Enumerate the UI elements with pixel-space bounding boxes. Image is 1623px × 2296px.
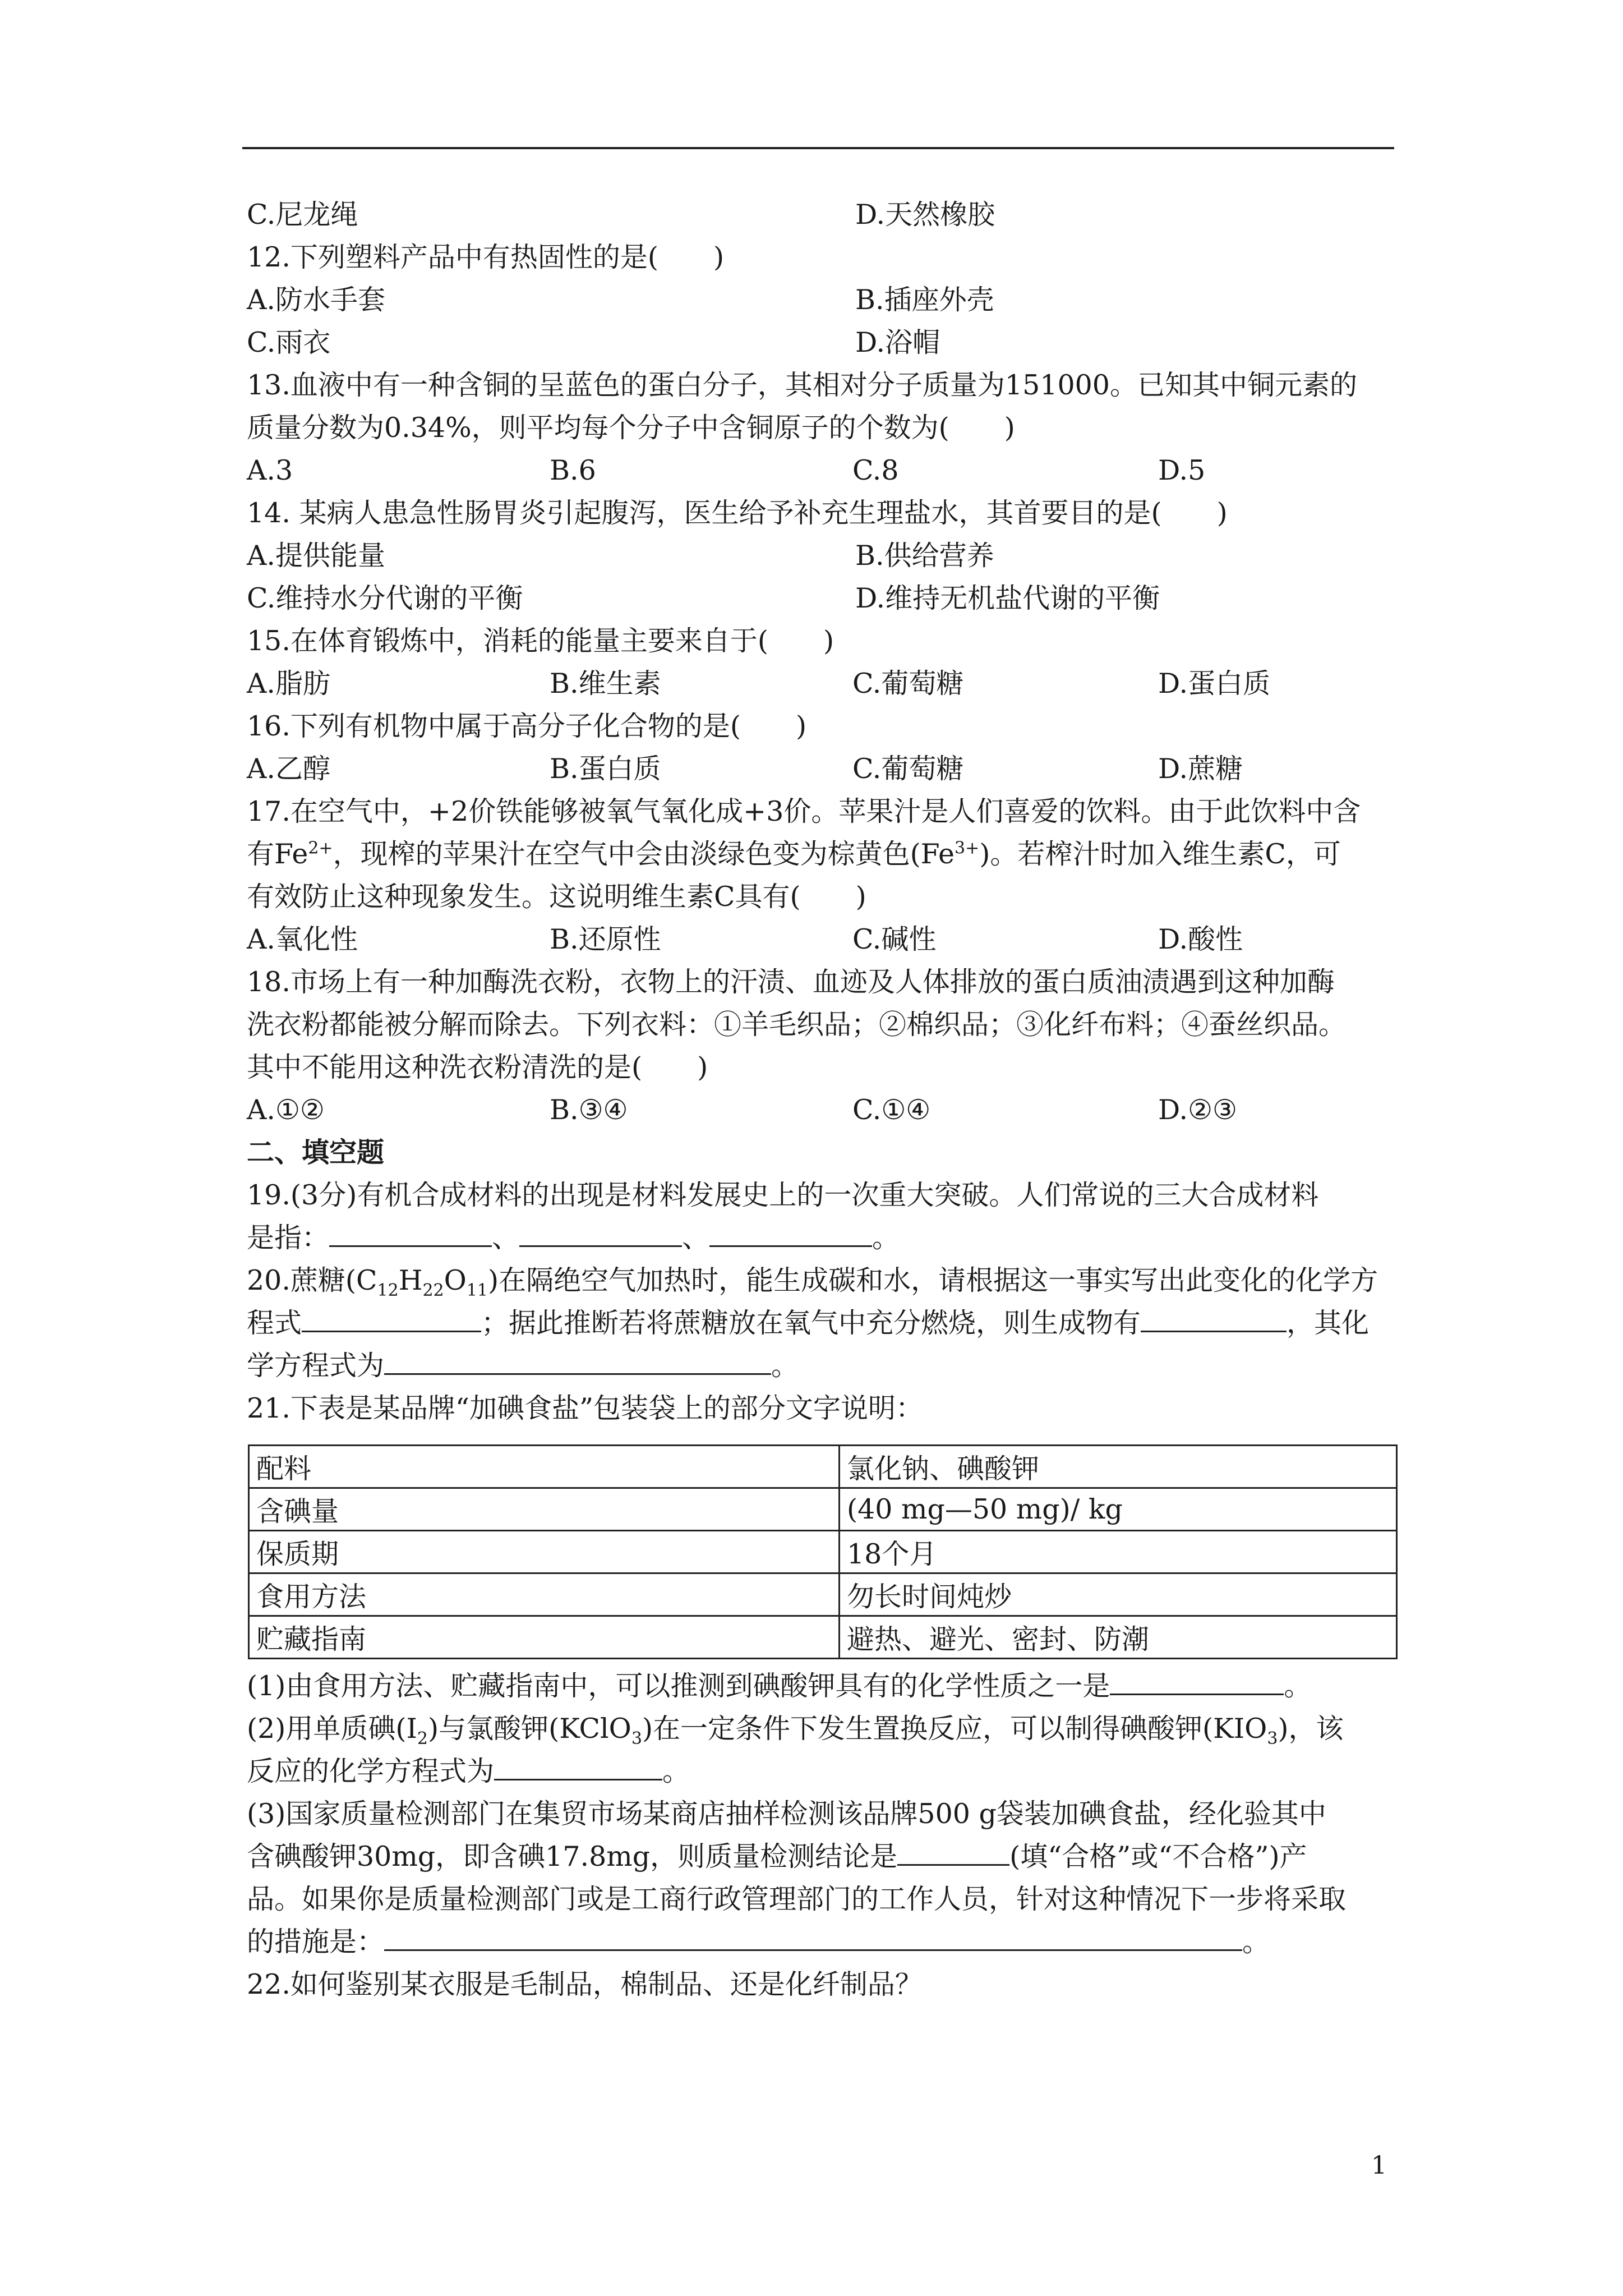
q20-stem-line3	[247, 1345, 1396, 1387]
q13-stem-line1: 13.血液中有一种含铜的呈蓝色的蛋白分子，其相对分子质量为151000。已知其中铜元素的	[247, 369, 1357, 401]
charge-superscript: 3+	[955, 838, 980, 858]
option-c: C.葡萄糖	[852, 668, 964, 700]
option-d: D.维持无机盐代谢的平衡	[855, 582, 1160, 614]
q21-text: 的措施是：	[247, 1926, 385, 1958]
q17-stem-line1: 17.在空气中，+2价铁能够被氧气氧化成+3价。苹果汁是人们喜爱的饮料。由于此饮料中含	[247, 795, 1361, 827]
table-key: 保质期	[249, 1531, 840, 1573]
period: 。	[771, 1350, 799, 1382]
option-a: A.3	[247, 454, 293, 486]
q14-options-cd	[247, 577, 1396, 620]
q17-text: ，现榨的苹果汁在空气中会由淡绿色变为棕黄色(Fe	[333, 838, 955, 870]
option-a: A.脂肪	[247, 668, 330, 700]
subscript: 2	[417, 1728, 428, 1749]
option-d: D.5	[1158, 454, 1206, 486]
q21-text: )与氯酸钾(KClO	[427, 1713, 631, 1745]
answer-blank[interactable]	[329, 1220, 492, 1247]
table-key: 配料	[249, 1446, 840, 1488]
table-row	[249, 1446, 1397, 1488]
header-rule	[242, 147, 1394, 149]
option-c: C.尼龙绳	[247, 199, 358, 231]
option-c: C.雨衣	[247, 326, 331, 358]
q18-options	[247, 1089, 1396, 1131]
q15-options	[247, 662, 1396, 705]
answer-blank[interactable]	[519, 1220, 682, 1247]
answer-blank[interactable]	[302, 1305, 481, 1332]
subscript: 3	[1267, 1728, 1278, 1749]
table-key: 贮藏指南	[249, 1616, 840, 1659]
separator: 、	[682, 1222, 710, 1254]
option-b: B.6	[550, 454, 596, 486]
questions-part2	[247, 1665, 1396, 2006]
table-key: 含碘量	[249, 1488, 840, 1531]
q18-stem-line2: 洗衣粉都能被分解而除去。下列衣料：①羊毛织品；②棉织品；③化纤布料；④蚕丝织品。	[247, 1009, 1347, 1041]
option-d: D.浴帽	[855, 326, 940, 358]
answer-blank[interactable]	[1110, 1668, 1284, 1695]
table-value: 氯化钠、碘酸钾	[840, 1446, 1397, 1488]
q21-text: )在一定条件下发生置换反应，可以制得碘酸钾(KIO	[642, 1713, 1267, 1745]
answer-blank[interactable]	[384, 1924, 1242, 1951]
q21-text: )，该	[1278, 1713, 1344, 1745]
option-a: A.氧化性	[247, 923, 358, 955]
answer-blank[interactable]	[1141, 1305, 1287, 1332]
q21-text: 反应的化学方程式为	[247, 1755, 495, 1787]
option-b: B.还原性	[550, 923, 661, 955]
subscript: 22	[422, 1280, 444, 1300]
option-a: A.①②	[247, 1094, 325, 1126]
option-c: C.①④	[852, 1094, 931, 1126]
table-value: (40 mg—50 mg)/ kg	[840, 1488, 1397, 1531]
option-b: B.蛋白质	[550, 753, 661, 785]
q21-part3-line3: 品。如果你是质量检测部门或是工商行政管理部门的工作人员，针对这种情况下一步将采取	[247, 1883, 1347, 1915]
option-b: B.维生素	[550, 668, 661, 700]
q17-text: )。若榨汁时加入维生素C，可	[979, 838, 1341, 870]
table-row	[249, 1573, 1397, 1616]
table-key: 食用方法	[249, 1573, 840, 1616]
q21-intro: 21.下表是某品牌“加碘食盐”包装袋上的部分文字说明：	[247, 1392, 924, 1424]
q21-part2-line2	[247, 1750, 1396, 1793]
q17-stem-line3: 有效防止这种现象发生。这说明维生素C具有( )	[247, 881, 866, 913]
q20-text: ，其化	[1287, 1307, 1370, 1339]
q20-text: )在隔绝空气加热时，能生成碳和水，请根据这一事实写出此变化的化学方	[488, 1264, 1378, 1296]
subscript: 12	[377, 1280, 399, 1300]
period: 。	[872, 1222, 900, 1254]
page-number: 1	[1371, 2151, 1387, 2180]
option-d: D.②③	[1158, 1094, 1237, 1126]
q21-part3-line2	[247, 1835, 1396, 1878]
answer-blank[interactable]	[897, 1838, 1009, 1866]
q19-stem-line1: 19.(3分)有机合成材料的出现是材料发展史上的一次重大突破。人们常说的三大合成材料	[247, 1179, 1319, 1211]
salt-label-table	[248, 1444, 1398, 1659]
table-value: 18个月	[840, 1531, 1397, 1573]
period: 。	[1284, 1670, 1312, 1702]
q20-stem-line2	[247, 1302, 1396, 1345]
q20-text: O	[444, 1264, 467, 1296]
q13-options	[247, 449, 1396, 492]
table-row	[249, 1616, 1397, 1659]
questions-part1	[247, 194, 1396, 1430]
table-value: 避热、避光、密封、防潮	[840, 1616, 1397, 1659]
q21-part1	[247, 1665, 1396, 1708]
option-d: D.蛋白质	[1158, 668, 1271, 700]
q19-stem-line2	[247, 1217, 1396, 1259]
q20-text: 程式	[247, 1307, 302, 1339]
q21-part3-line1: (3)国家质量检测部门在集贸市场某商店抽样检测该品牌500 g袋装加碘食盐，经化验其中	[247, 1798, 1326, 1830]
option-d: D.酸性	[1158, 923, 1243, 955]
table-row	[249, 1531, 1397, 1573]
separator: 、	[492, 1222, 520, 1254]
q11-options-cd	[247, 194, 1396, 236]
q16-stem: 16.下列有机物中属于高分子化合物的是( )	[247, 710, 807, 742]
section-heading-fill-in: 二、填空题	[247, 1137, 385, 1168]
q19-text: 是指：	[247, 1222, 330, 1254]
q13-stem-line2: 质量分数为0.34%，则平均每个分子中含铜原子的个数为( )	[247, 412, 1015, 444]
option-d: D.天然橡胶	[855, 199, 995, 231]
q16-options	[247, 748, 1396, 790]
option-b: B.③④	[550, 1094, 628, 1126]
table-row	[249, 1488, 1397, 1531]
q22-stem: 22.如何鉴别某衣服是毛制品，棉制品、还是化纤制品？	[247, 1968, 923, 2000]
period: 。	[662, 1755, 690, 1787]
q21-part2-line1	[247, 1708, 1396, 1750]
q12-stem: 12.下列塑料产品中有热固性的是( )	[247, 241, 725, 273]
q21-text: (2)用单质碘(I	[247, 1713, 417, 1745]
q20-text: H	[398, 1264, 423, 1296]
q12-options-cd	[247, 321, 1396, 364]
q17-text: 有Fe	[247, 838, 308, 870]
table-value: 勿长时间炖炒	[840, 1573, 1397, 1616]
answer-blank[interactable]	[494, 1753, 662, 1780]
option-a: A.提供能量	[247, 540, 385, 572]
option-c: C.维持水分代谢的平衡	[247, 582, 523, 614]
q21-text: 含碘酸钾30mg，即含碘17.8mg，则质量检测结论是	[247, 1841, 898, 1872]
subscript: 11	[466, 1280, 488, 1300]
q21-text: (填“合格”或“不合格”)产	[1009, 1841, 1307, 1872]
q20-text: ；据此推断若将蔗糖放在氧气中充分燃烧，则生成物有	[481, 1307, 1141, 1339]
option-c: C.葡萄糖	[852, 753, 964, 785]
q12-options-ab	[247, 279, 1396, 321]
subscript: 3	[631, 1728, 642, 1749]
q21-part3-line4	[247, 1921, 1396, 1963]
q18-stem-line3: 其中不能用这种洗衣粉清洗的是( )	[247, 1051, 708, 1083]
option-c: C.8	[852, 454, 899, 486]
q20-text: 学方程式为	[247, 1350, 385, 1382]
q20-stem-line1	[247, 1259, 1396, 1302]
period: 。	[1242, 1926, 1270, 1958]
q17-options	[247, 918, 1396, 961]
q15-stem: 15.在体育锻炼中，消耗的能量主要来自于( )	[247, 625, 834, 657]
answer-blank[interactable]	[384, 1347, 771, 1375]
option-d: D.蔗糖	[1158, 753, 1243, 785]
q18-stem-line1: 18.市场上有一种加酶洗衣粉，衣物上的汗渍、血迹及人体排放的蛋白质油渍遇到这种加酶	[247, 966, 1335, 998]
q14-options-ab	[247, 535, 1396, 577]
q17-stem-line2	[247, 833, 1396, 876]
answer-blank[interactable]	[709, 1220, 872, 1247]
option-c: C.碱性	[852, 923, 937, 955]
q21-text: (1)由食用方法、贮藏指南中，可以推测到碘酸钾具有的化学性质之一是	[247, 1670, 1110, 1702]
option-b: B.插座外壳	[855, 284, 994, 316]
q14-stem: 14. 某病人患急性肠胃炎引起腹泻，医生给予补充生理盐水，其首要目的是( )	[247, 497, 1228, 529]
option-b: B.供给营养	[855, 540, 994, 572]
option-a: A.防水手套	[247, 284, 385, 316]
charge-superscript: 2+	[308, 838, 333, 858]
option-a: A.乙醇	[247, 753, 330, 785]
q20-text: 20.蔗糖(C	[247, 1264, 377, 1296]
